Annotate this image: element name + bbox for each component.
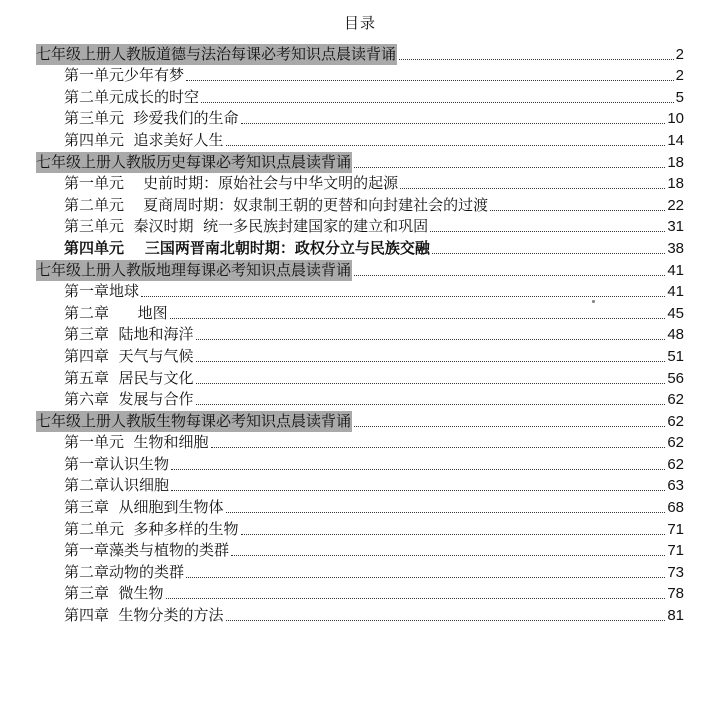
toc-entry-label: 第三章 从细胞到生物体 (64, 498, 224, 517)
table-of-contents (36, 43, 684, 626)
toc-entry-label: 第一单元 生物和细胞 (64, 433, 209, 452)
dot-leader (226, 620, 666, 621)
toc-entry[interactable] (36, 173, 684, 195)
toc-entry-label: 第二单元成长的时空 (64, 87, 200, 106)
toc-entry-label: 第二单元 多种多样的生物 (64, 519, 239, 538)
dot-leader (201, 102, 674, 103)
dot-leader (241, 123, 666, 124)
toc-entry-label: 第一章认识生物 (64, 454, 170, 473)
toc-entry[interactable] (36, 216, 684, 238)
toc-entry[interactable] (36, 453, 684, 475)
toc-page-number: 10 (667, 110, 684, 128)
toc-entry-label: 第一单元少年有梦 (64, 66, 185, 85)
dot-leader (241, 534, 666, 535)
toc-section-entry[interactable] (36, 151, 684, 173)
dot-leader (196, 339, 666, 340)
dot-leader (432, 253, 665, 254)
dot-leader (211, 447, 666, 448)
toc-entry[interactable] (36, 583, 684, 605)
toc-entry[interactable] (36, 432, 684, 454)
dot-leader (354, 167, 665, 168)
toc-entry-label: 第一章藻类与植物的类群 (64, 541, 230, 560)
toc-page-number: 71 (667, 542, 684, 560)
dot-leader (171, 469, 665, 470)
dot-leader (400, 188, 665, 189)
toc-page-number: 63 (667, 477, 684, 495)
toc-page-number: 78 (667, 585, 684, 603)
toc-section-entry[interactable] (36, 259, 684, 281)
toc-entry-label: 第二章 地图 (64, 303, 168, 322)
toc-entry[interactable] (36, 237, 684, 259)
toc-entry-label: 第六章 发展与合作 (64, 390, 194, 409)
dot-leader (186, 577, 665, 578)
toc-entry-label: 第四章 生物分类的方法 (64, 606, 224, 625)
toc-entry[interactable] (36, 281, 684, 303)
toc-page-number: 2 (675, 45, 684, 63)
toc-page-number: 18 (667, 175, 684, 193)
dot-leader (196, 361, 666, 362)
toc-entry[interactable] (36, 518, 684, 540)
toc-page-number: 5 (675, 88, 684, 106)
toc-entry-label: 七年级上册人教版道德与法治每课必考知识点晨读背诵 (36, 44, 397, 63)
toc-entry-label: 第四章 天气与气候 (64, 346, 194, 365)
scan-speck (592, 300, 595, 303)
toc-entry[interactable] (36, 540, 684, 562)
dot-leader (231, 555, 665, 556)
toc-entry-label: 第二章认识细胞 (64, 476, 170, 495)
toc-page-number: 62 (667, 434, 684, 452)
toc-page-number: 38 (667, 239, 684, 257)
dot-leader (490, 210, 665, 211)
toc-entry-label: 第四单元 追求美好人生 (64, 130, 224, 149)
toc-page-number: 18 (667, 153, 684, 171)
toc-entry[interactable] (36, 367, 684, 389)
toc-page-number: 73 (667, 563, 684, 581)
toc-entry-label: 第三单元 珍爱我们的生命 (64, 109, 239, 128)
toc-entry[interactable] (36, 194, 684, 216)
toc-entry[interactable] (36, 302, 684, 324)
toc-page-number: 71 (667, 520, 684, 538)
toc-entry-label: 七年级上册人教版地理每课必考知识点晨读背诵 (36, 260, 352, 279)
toc-page-number: 45 (667, 304, 684, 322)
toc-entry[interactable] (36, 65, 684, 87)
toc-page-number: 2 (675, 67, 684, 85)
toc-entry-label: 第二章动物的类群 (64, 562, 185, 581)
toc-entry-label: 七年级上册人教版生物每课必考知识点晨读背诵 (36, 411, 352, 430)
toc-section-entry[interactable] (36, 410, 684, 432)
toc-page-number: 56 (667, 369, 684, 387)
toc-page-number: 62 (667, 412, 684, 430)
toc-entry-label: 第三章 微生物 (64, 584, 164, 603)
toc-entry-label: 第五章 居民与文化 (64, 368, 194, 387)
dot-leader (399, 59, 674, 60)
toc-entry-label: 第一单元 史前时期：原始社会与中华文明的起源 (64, 174, 399, 193)
toc-entry-label: 七年级上册人教版历史每课必考知识点晨读背诵 (36, 152, 352, 171)
dot-leader (141, 296, 665, 297)
toc-entry[interactable] (36, 561, 684, 583)
toc-page-number: 62 (667, 391, 684, 409)
dot-leader (226, 145, 666, 146)
toc-page-number: 22 (667, 196, 684, 214)
toc-entry[interactable] (36, 604, 684, 626)
toc-entry-label: 第二单元 夏商周时期：奴隶制王朝的更替和向封建社会的过渡 (64, 195, 489, 214)
toc-entry-label: 第三单元 秦汉时期 统一多民族封建国家的建立和巩固 (64, 217, 429, 236)
toc-page-number: 41 (667, 261, 684, 279)
toc-page-number: 48 (667, 326, 684, 344)
dot-leader (354, 426, 665, 427)
toc-page-number: 51 (667, 347, 684, 365)
toc-section-entry[interactable] (36, 43, 684, 65)
toc-entry[interactable] (36, 86, 684, 108)
dot-leader (170, 318, 666, 319)
toc-page-number: 31 (667, 218, 684, 236)
toc-entry-label: 第三章 陆地和海洋 (64, 325, 194, 344)
toc-page-number: 14 (667, 131, 684, 149)
toc-entry[interactable] (36, 324, 684, 346)
toc-page-number: 68 (667, 499, 684, 517)
toc-entry-label: 第一章地球 (64, 282, 140, 301)
toc-entry[interactable] (36, 129, 684, 151)
dot-leader (226, 512, 666, 513)
toc-page-number: 81 (667, 607, 684, 625)
toc-page-number: 41 (667, 283, 684, 301)
toc-entry[interactable] (36, 389, 684, 411)
dot-leader (166, 598, 666, 599)
dot-leader (186, 80, 674, 81)
toc-entry-label: 第四单元 三国两晋南北朝时期：政权分立与民族交融 (64, 238, 430, 257)
toc-entry[interactable] (36, 475, 684, 497)
dot-leader (430, 231, 665, 232)
dot-leader (354, 275, 665, 276)
toc-title: 目录 (343, 14, 376, 32)
dot-leader (196, 404, 666, 405)
dot-leader (196, 383, 666, 384)
toc-entry[interactable] (36, 496, 684, 518)
dot-leader (171, 490, 665, 491)
toc-entry[interactable] (36, 108, 684, 130)
toc-entry[interactable] (36, 345, 684, 367)
toc-page-number: 62 (667, 455, 684, 473)
